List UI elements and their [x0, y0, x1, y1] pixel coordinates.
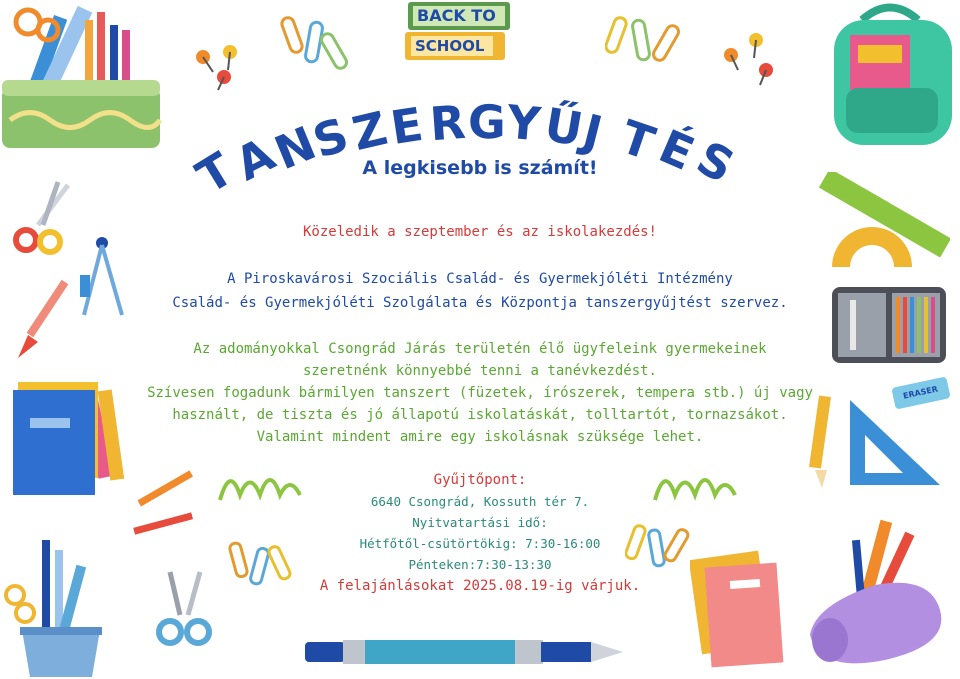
pin-icon-2	[716, 30, 786, 90]
compass-icon	[72, 235, 132, 325]
title-letter: Ű	[540, 97, 587, 157]
collection-address: 6640 Csongrád, Kossuth tér 7.	[370, 494, 590, 509]
collection-heading: Gyűjtőpont:	[433, 472, 527, 488]
pencil-cup-icon	[0, 535, 110, 679]
title-letter: E	[387, 96, 427, 155]
title-letter: T	[187, 141, 243, 205]
back-to-school-badge	[405, 0, 515, 66]
body-line3: Szívesen fogadunk bármilyen tanszert (füzetek, írószerek, tempera stb.) új vagy	[147, 385, 813, 401]
title-letter: Z	[347, 100, 392, 162]
paintbrush-icon	[10, 280, 70, 360]
hours-weekdays: Hétfőtől-csütörtökig: 7:30-16:00	[359, 536, 601, 551]
organizer-line1: A Piroskavárosi Szociális Család- és Gyermekjóléti Intézmény	[227, 271, 733, 287]
intro-text: Közeledik a szeptember és az iskolakezdés!	[302, 224, 657, 240]
set-square-icon	[845, 395, 945, 490]
paperclip-icon	[278, 12, 358, 82]
paperclip-icon-4	[625, 520, 695, 575]
protractor-icon	[830, 205, 915, 270]
body-line4: használt, de tiszta és jó állapotú iskolatáskát, tolltartót, tornazsákot.	[172, 407, 788, 423]
notebook-icon-2	[690, 540, 790, 670]
title-letter: G	[467, 94, 507, 150]
pencil-case-icon-2	[800, 515, 950, 675]
title-letter: J	[577, 104, 608, 161]
organizer-text	[0, 267, 960, 315]
backpack-icon	[822, 0, 960, 150]
paperclip-icon-2	[605, 12, 695, 72]
title-letter: A	[227, 127, 284, 192]
notebook-icon	[8, 380, 138, 500]
eraser-label: ERASER	[902, 384, 939, 401]
title-letter: Y	[504, 94, 543, 152]
open-pencil-case-icon	[830, 285, 948, 365]
pencil-case-icon	[0, 0, 170, 150]
squiggle-icon	[215, 460, 305, 510]
paperclip-icon-3	[228, 538, 298, 593]
body-line2: szeretnénk könnyebbé tenni a tanévkezdést.	[302, 363, 657, 379]
body-line5: Valamint mindent amire egy iskolásnak szüksége lehet.	[256, 429, 704, 445]
pin-icon	[188, 42, 248, 92]
scissors-icon-2	[150, 570, 220, 655]
title-letter: N	[267, 115, 324, 180]
title-letter: T	[614, 109, 662, 171]
body-line1: Az adományokkal Csongrád Járás területén élő ügyfeleink gyermekeinek	[193, 341, 767, 357]
title-letter: S	[688, 130, 743, 194]
hours-label: Nyitvatartási idő:	[412, 515, 548, 530]
pencil-icon	[806, 390, 834, 490]
badge-line2: SCHOOL	[415, 37, 485, 55]
title-letter: É	[651, 118, 702, 181]
title-letter: R	[427, 94, 468, 152]
pencil-icon-2	[125, 465, 205, 545]
hours-friday: Pénteken:7:30-13:30	[408, 557, 552, 572]
badge-line1: BACK TO	[417, 6, 496, 25]
squiggle-icon-2	[650, 460, 740, 510]
pen-icon	[305, 632, 625, 672]
organizer-line2: Család- és Gyermekjóléti Szolgálata és Központja tanszergyűjtést szervez.	[172, 295, 788, 311]
scissors-icon	[8, 180, 78, 260]
deadline-text: A felajánlásokat 2025.08.19-ig várjuk.	[319, 578, 641, 594]
title-letter: S	[306, 107, 355, 169]
page-subtitle: A legkisebb is számít!	[362, 157, 598, 179]
